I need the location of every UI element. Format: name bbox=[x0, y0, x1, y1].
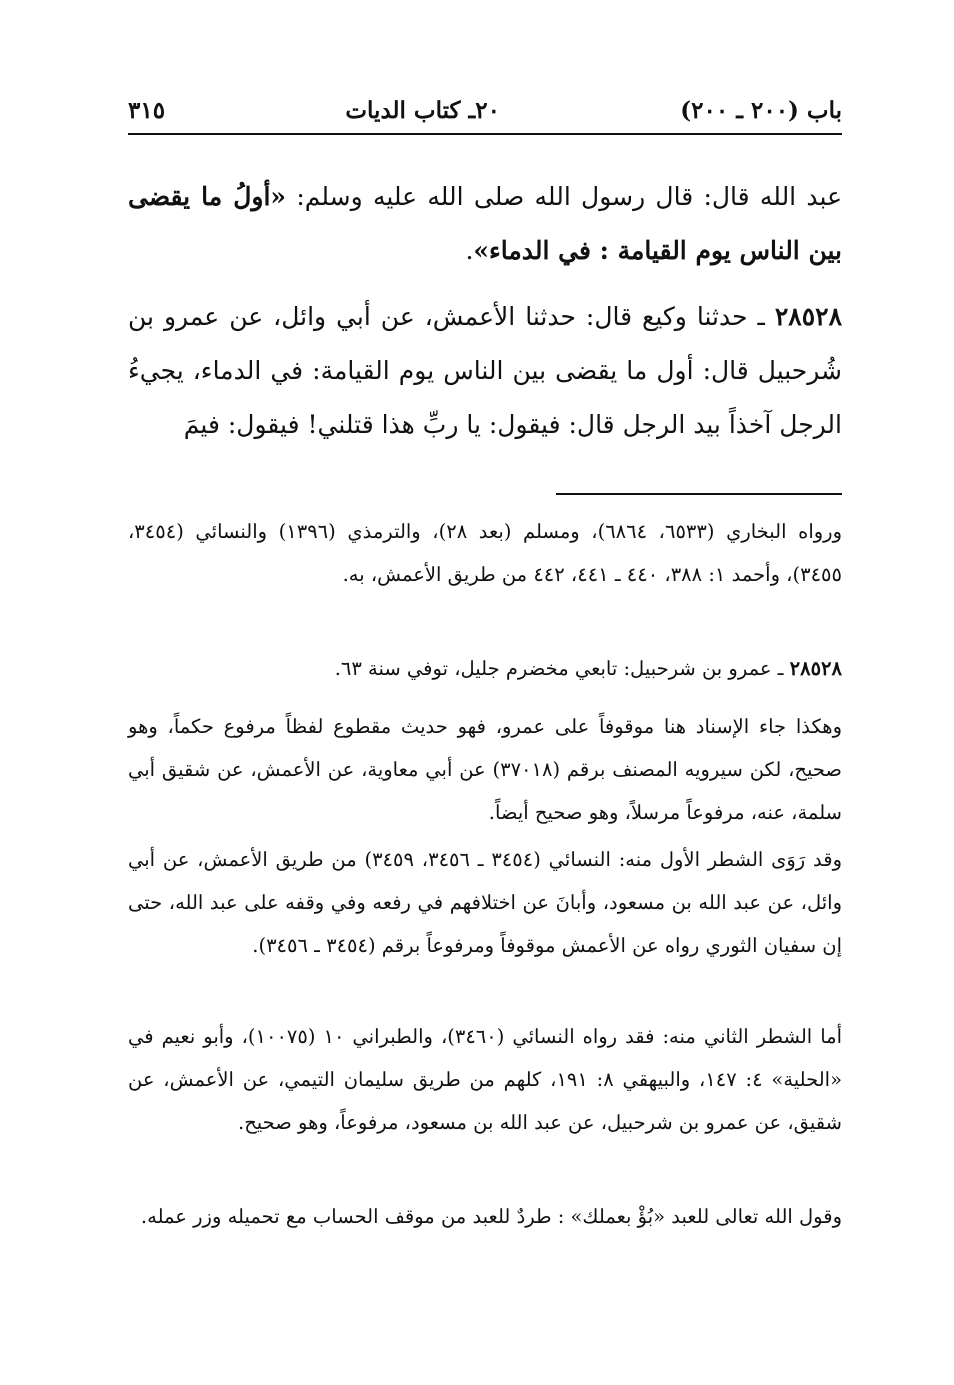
footnote-narrator-text: ـ عمرو بن شرحبيل: تابعي مخضرم جليل، توفي سنة ٦٣. bbox=[334, 657, 790, 680]
footnote-narrator bbox=[128, 647, 842, 690]
hadith-28528 bbox=[128, 290, 842, 452]
footnote-explanation: وقول الله تعالى للعبد «بُؤْ بعملك» : طردٌ للعبد من موقف الحساب مع تحميله وزر عمله. bbox=[140, 1205, 842, 1228]
footnote-number: ٢٨٥٢٨ bbox=[789, 657, 842, 680]
footnote-takhrij: ورواه البخاري (٦٥٣٣، ٦٨٦٤)، ومسلم (بعد ٢٨)، والترمذي (١٣٩٦) والنسائي (٣٤٥٤، ٣٤٥٥)، وأحمد ١: ٣٨٨، ٤٤٠ ـ ٤٤١، ٤٤٢ من طريق الأعمش، به. bbox=[128, 520, 842, 586]
hadith-number: ٢٨٥٢٨ bbox=[774, 302, 842, 331]
footnote-separator bbox=[556, 493, 842, 495]
footnote-isnad: وهكذا جاء الإسناد هنا موقوفاً على عمرو، فهو حديث مقطوع لفظاً مرفوع حكماً، وهو صحيح، لكن سيرويه المصنف برقم (٣٧٠١٨) عن أبي معاوية، عن الأعمش، عن شقيق أبي سلمة، عنه، مرفوعاً مرسلاً، وهو صحيح أيضاً. bbox=[128, 715, 842, 824]
footnote-first-part: وقد رَوَى الشطر الأول منه: النسائي (٣٤٥٤ ـ ٣٤٥٦، ٣٤٥٩) من طريق الأعمش، عن أبي وائل، عن عبد الله بن مسعود، وأبانَ عن اختلافهم في رفعه وفي وقفه على عبد الله، حتى إن سفيان الثوري رواه عن الأعمش موقوفاً ومرفوعاً برقم (٣٤٥٤ ـ ٣٤٥٦). bbox=[128, 848, 842, 957]
page-number: ٣١٥ bbox=[128, 96, 166, 124]
hadith-end: . bbox=[465, 236, 474, 265]
hadith-quote: «أولُ ما يقضى بين الناس يوم القيامة : في الدماء» bbox=[128, 182, 842, 265]
hadith-text: ـ حدثنا وكيع قال: حدثنا الأعمش، عن أبي وائل، عن عمرو بن شُرحبيل قال: أول ما يقضى بين الناس يوم القيامة: في الدماء، يجيءُ الرجل آخذاً بيد الرجل قال: فيقول: يا ربِّ هذا قتلني! فيقول: فيمَ bbox=[128, 302, 842, 439]
hadith-continuation bbox=[128, 170, 842, 278]
page-header bbox=[128, 88, 842, 132]
section-title: باب (٢٠٠ ـ ٢٠٠) bbox=[680, 96, 842, 124]
footnote-second-part: أما الشطر الثاني منه: فقد رواه النسائي (٣٤٦٠)، والطبراني ١٠ (١٠٠٧٥)، وأبو نعيم في «الحلية» ٤: ١٤٧، والبيهقي ٨: ١٩١، كلهم من طريق سليمان التيمي، عن الأعمش، عن شقيق، عن عمرو بن شرحبيل، عن عبد الله بن مسعود، مرفوعاً، وهو صحيح. bbox=[128, 1025, 843, 1134]
book-title: ٢٠ـ كتاب الديات bbox=[345, 96, 500, 124]
hadith-intro: عبد الله قال: قال رسول الله صلى الله عليه وسلم: bbox=[286, 182, 842, 211]
header-rule bbox=[128, 133, 842, 135]
